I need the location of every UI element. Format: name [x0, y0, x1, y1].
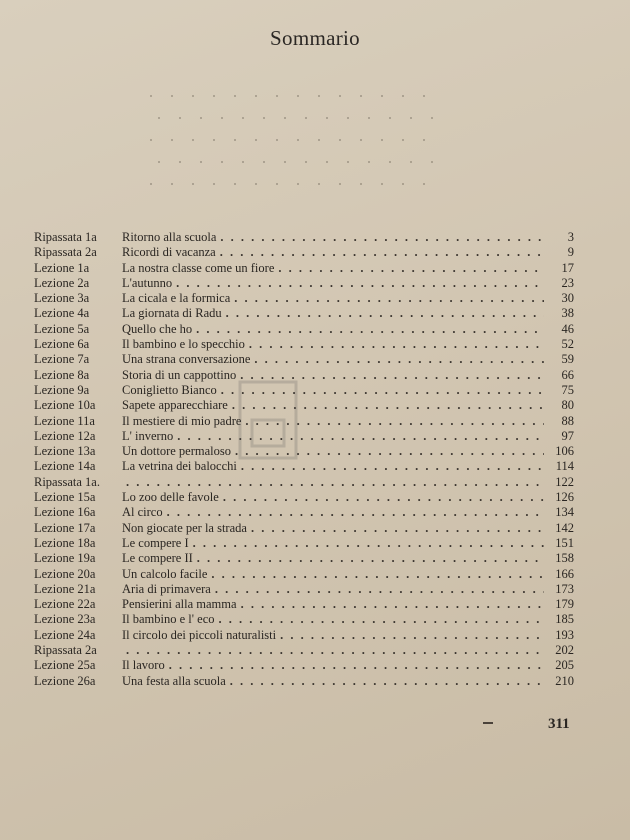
- decor-dot: [318, 95, 320, 97]
- dot-leader: [251, 521, 544, 536]
- toc-page-number: 59: [561, 352, 574, 367]
- toc-entry: [122, 306, 574, 321]
- toc-entry: [122, 536, 574, 551]
- toc-row: [34, 444, 574, 459]
- toc-lesson-label: Lezione 11a: [34, 413, 95, 428]
- decor-dot: [368, 117, 370, 119]
- toc-page-number: 88: [561, 413, 574, 428]
- decor-dot: [242, 161, 244, 163]
- page-title: Sommario: [270, 26, 360, 50]
- toc-entry: [122, 383, 574, 398]
- decor-dot: [200, 117, 202, 119]
- decor-dot: [234, 139, 236, 141]
- toc-row: [34, 306, 574, 321]
- dot-leader: [219, 612, 545, 627]
- toc-entry: [122, 674, 574, 689]
- toc-entry-title: Un dottore permaloso: [122, 444, 232, 459]
- toc-page-number: 75: [561, 382, 574, 397]
- decor-dot: [192, 139, 194, 141]
- toc-entry-title: Il mestiere di mio padre: [122, 413, 242, 428]
- toc-lesson-label: Lezione 22a: [34, 597, 96, 612]
- toc-entry: [122, 245, 574, 260]
- toc-entry-title: Ricordi di vacanza: [122, 245, 216, 260]
- decor-dot: [284, 161, 286, 163]
- toc-page-number: 38: [561, 306, 574, 321]
- toc-entry-title: Una strana conversazione: [122, 352, 251, 367]
- toc-entry: [122, 521, 574, 536]
- decor-dot: [234, 95, 236, 97]
- dot-leader: [220, 245, 544, 260]
- toc-row: [34, 414, 574, 429]
- toc-row: [34, 429, 574, 444]
- toc-lesson-label: Lezione 23a: [34, 612, 96, 627]
- decor-dot: [431, 161, 433, 163]
- toc-entry-title: Un calcolo facile: [122, 566, 208, 581]
- toc-page-number: 151: [555, 535, 574, 550]
- decor-dot: [192, 183, 194, 185]
- toc-entry-title: Le compere I: [122, 535, 189, 550]
- dot-leader: [193, 536, 544, 551]
- dot-leader: [241, 459, 544, 474]
- toc-entry: [122, 551, 574, 566]
- toc-entry-title: Lo zoo delle favole: [122, 490, 219, 505]
- decor-dot: [339, 95, 341, 97]
- toc-entry-title: L' inverno: [122, 428, 174, 443]
- toc-page-number: 17: [561, 260, 574, 275]
- decor-dot: [402, 95, 404, 97]
- dot-leader: [197, 551, 544, 566]
- decor-dot: [150, 139, 152, 141]
- decor-dot: [318, 139, 320, 141]
- toc-page-number: 106: [555, 444, 574, 459]
- toc-entry: [122, 444, 574, 459]
- toc-page-number: 3: [567, 230, 574, 244]
- toc-page-number: 134: [555, 505, 574, 520]
- decor-dot: [297, 139, 299, 141]
- decor-dot: [255, 95, 257, 97]
- decor-dot: [171, 139, 173, 141]
- toc-row: [34, 536, 574, 551]
- toc-row: [34, 521, 574, 536]
- decor-dot: [423, 183, 425, 185]
- toc-row: [34, 475, 574, 490]
- decor-dot: [150, 95, 152, 97]
- toc-page-number: 114: [555, 459, 574, 474]
- toc-page-number: 126: [555, 490, 574, 505]
- dot-leader: [232, 398, 544, 413]
- dot-leader: [169, 658, 544, 673]
- toc-entry: [122, 261, 574, 276]
- toc-page-number: 158: [555, 551, 574, 566]
- toc-page-number: 9: [567, 245, 574, 260]
- toc-page-number: 173: [555, 581, 574, 596]
- toc-lesson-label: Lezione 13a: [34, 444, 96, 459]
- dot-leader: [230, 674, 544, 689]
- toc-entry: [122, 582, 574, 597]
- decor-dot: [276, 95, 278, 97]
- toc-page-number: 179: [555, 597, 574, 612]
- toc-entry-title: La vetrina dei balocchi: [122, 459, 237, 474]
- decor-dot: [360, 183, 362, 185]
- toc-page-number: 185: [555, 612, 574, 627]
- decor-dot: [423, 139, 425, 141]
- toc-entry-title: Aria di primavera: [122, 581, 211, 596]
- toc-entry-title: Non giocate per la strada: [122, 520, 247, 535]
- toc-entry: [122, 597, 574, 612]
- toc-page-number: 52: [561, 337, 574, 352]
- dot-leader: [235, 444, 544, 459]
- toc-row: [34, 261, 574, 276]
- toc-entry-title: Il bambino e l' eco: [122, 612, 215, 627]
- toc-lesson-label: Lezione 25a: [34, 658, 96, 673]
- toc-entry-title: Il lavoro: [122, 658, 165, 673]
- toc-entry: [122, 612, 574, 627]
- decor-dot: [381, 183, 383, 185]
- decor-dot: [263, 161, 265, 163]
- toc-lesson-label: Ripassata 1a: [34, 230, 97, 244]
- decor-dot: [200, 161, 202, 163]
- toc-lesson-label: Lezione 7a: [34, 352, 90, 367]
- dot-leader: [245, 414, 544, 429]
- decor-dot: [347, 161, 349, 163]
- decor-dot: [381, 95, 383, 97]
- toc-row: [34, 582, 574, 597]
- toc-entry: [122, 276, 574, 291]
- toc-row: [34, 352, 574, 367]
- toc-lesson-label: Ripassata 2a: [34, 245, 97, 260]
- toc-row: [34, 597, 574, 612]
- toc-lesson-label: Lezione 4a: [34, 306, 90, 321]
- toc-entry: [122, 490, 574, 505]
- decor-dot: [158, 117, 160, 119]
- toc-entry-title: Storia di un cappottino: [122, 367, 237, 382]
- decor-dot: [326, 117, 328, 119]
- dot-leader: [278, 261, 544, 276]
- toc-entry-title: Sapete apparecchiare: [122, 398, 228, 413]
- decor-dot: [305, 161, 307, 163]
- dot-leader: [220, 230, 544, 245]
- ink-mark: [483, 722, 493, 724]
- toc-row: [34, 612, 574, 627]
- decor-dot: [347, 117, 349, 119]
- toc-row: [34, 551, 574, 566]
- decor-dot: [339, 183, 341, 185]
- toc-lesson-label: Lezione 16a: [34, 505, 96, 520]
- dot-leader: [126, 643, 544, 658]
- decor-dot: [263, 117, 265, 119]
- toc-entry: [122, 459, 574, 474]
- toc-row: [34, 567, 574, 582]
- toc-lesson-label: Lezione 2a: [34, 275, 90, 290]
- decor-dot: [305, 117, 307, 119]
- toc-entry: [122, 352, 574, 367]
- decor-dot: [402, 139, 404, 141]
- toc-row: [34, 291, 574, 306]
- toc-row: [34, 276, 574, 291]
- decor-dot: [221, 161, 223, 163]
- decor-dot: [192, 95, 194, 97]
- decor-dot: [410, 117, 412, 119]
- toc-row: [34, 245, 574, 260]
- toc-page-number: 142: [555, 520, 574, 535]
- dot-leader: [167, 505, 544, 520]
- dot-leader: [177, 429, 544, 444]
- toc-lesson-label: Lezione 3a: [34, 291, 90, 306]
- toc-entry-title: Al circo: [122, 505, 163, 520]
- toc-row: [34, 505, 574, 520]
- decor-dot: [213, 139, 215, 141]
- toc-entry-title: La cicala e la formica: [122, 291, 231, 306]
- decor-dot: [255, 183, 257, 185]
- dot-leader: [176, 276, 544, 291]
- decor-dot: [179, 161, 181, 163]
- toc-page-number: 66: [561, 367, 574, 382]
- toc-row: [34, 674, 574, 689]
- decor-dot: [423, 95, 425, 97]
- dot-leader: [211, 567, 544, 582]
- toc-lesson-label: Lezione 12a: [34, 428, 96, 443]
- toc-lesson-label: Lezione 1a: [34, 260, 90, 275]
- toc-entry: [122, 322, 574, 337]
- decor-dot: [276, 139, 278, 141]
- toc-lesson-label: Lezione 26a: [34, 673, 96, 688]
- toc-entry: [122, 643, 574, 658]
- dot-leader: [280, 628, 544, 643]
- toc-entry: [122, 414, 574, 429]
- dot-leader: [196, 322, 544, 337]
- toc-entry: [122, 368, 574, 383]
- decor-dot: [326, 161, 328, 163]
- toc-row: [34, 490, 574, 505]
- page-number: 311: [548, 716, 570, 732]
- toc-row: [34, 628, 574, 643]
- dot-leader: [215, 582, 544, 597]
- decor-dot: [297, 95, 299, 97]
- toc-entry: [122, 230, 574, 245]
- dot-leader: [223, 490, 544, 505]
- decor-dot: [431, 117, 433, 119]
- toc-entry-title: Ritorno alla scuola: [122, 230, 217, 244]
- toc-lesson-label: Lezione 15a: [34, 490, 96, 505]
- dot-leader: [221, 383, 544, 398]
- toc-entry-title: Quello che ho: [122, 321, 193, 336]
- decor-dot: [389, 161, 391, 163]
- toc-entry: [122, 429, 574, 444]
- toc-entry: [122, 567, 574, 582]
- decor-dot: [255, 139, 257, 141]
- toc-page-number: 202: [555, 643, 574, 658]
- toc-row: [34, 398, 574, 413]
- toc-row: [34, 643, 574, 658]
- toc-page-number: 205: [555, 658, 574, 673]
- toc-row: [34, 337, 574, 352]
- toc-row: [34, 383, 574, 398]
- toc-entry-title: Il circolo dei piccoli naturalisti: [122, 627, 277, 642]
- toc-lesson-label: Lezione 17a: [34, 520, 96, 535]
- toc-row: [34, 658, 574, 673]
- toc-entry: [122, 398, 574, 413]
- toc-lesson-label: Lezione 6a: [34, 337, 90, 352]
- decor-dot: [213, 183, 215, 185]
- toc-lesson-label: Lezione 24a: [34, 627, 96, 642]
- dot-leader: [254, 352, 544, 367]
- decor-dot: [171, 95, 173, 97]
- toc-entry-title: L'autunno: [122, 275, 173, 290]
- decor-dot: [339, 139, 341, 141]
- toc-lesson-label: Lezione 20a: [34, 566, 96, 581]
- decor-dot: [360, 139, 362, 141]
- decor-dot: [234, 183, 236, 185]
- table-of-contents: [34, 230, 574, 689]
- decor-dot: [297, 183, 299, 185]
- toc-page-number: 193: [555, 627, 574, 642]
- toc-lesson-label: Lezione 10a: [34, 398, 96, 413]
- decor-dot: [360, 95, 362, 97]
- decor-dot: [381, 139, 383, 141]
- toc-entry-title: Una festa alla scuola: [122, 673, 226, 688]
- dot-leader: [241, 597, 544, 612]
- toc-page-number: 122: [555, 474, 574, 489]
- decor-dot: [410, 161, 412, 163]
- toc-entry: [122, 337, 574, 352]
- toc-row: [34, 230, 574, 245]
- toc-lesson-label: Ripassata 1a.: [34, 474, 100, 489]
- decor-dot: [389, 117, 391, 119]
- toc-page-number: 80: [561, 398, 574, 413]
- toc-entry-title: Coniglietto Bianco: [122, 382, 217, 397]
- decor-dot: [318, 183, 320, 185]
- decor-dot: [368, 161, 370, 163]
- toc-lesson-label: Lezione 8a: [34, 367, 90, 382]
- toc-entry: [122, 628, 574, 643]
- toc-lesson-label: Ripassata 2a: [34, 643, 97, 658]
- decor-dot: [179, 117, 181, 119]
- toc-entry: [122, 505, 574, 520]
- toc-lesson-label: Lezione 21a: [34, 581, 96, 596]
- decor-dot: [150, 183, 152, 185]
- toc-entry-title: La giornata di Radu: [122, 306, 222, 321]
- toc-entry-title: Le compere II: [122, 551, 193, 566]
- faded-dots-decoration: [150, 95, 450, 215]
- dot-leader: [226, 306, 544, 321]
- toc-page-number: 46: [561, 321, 574, 336]
- toc-lesson-label: Lezione 19a: [34, 551, 96, 566]
- toc-entry-title: Pensierini alla mamma: [122, 597, 237, 612]
- decor-dot: [158, 161, 160, 163]
- decor-dot: [171, 183, 173, 185]
- toc-lesson-label: Lezione 5a: [34, 321, 90, 336]
- toc-page-number: 30: [561, 291, 574, 306]
- toc-page-number: 210: [555, 673, 574, 688]
- toc-entry: [122, 291, 574, 306]
- toc-row: [34, 459, 574, 474]
- dot-leader: [249, 337, 544, 352]
- decor-dot: [276, 183, 278, 185]
- dot-leader: [234, 291, 544, 306]
- toc-page-number: 166: [555, 566, 574, 581]
- decor-dot: [242, 117, 244, 119]
- decor-dot: [402, 183, 404, 185]
- toc-entry-title: La nostra classe come un fiore: [122, 260, 275, 275]
- toc-lesson-label: Lezione 18a: [34, 535, 96, 550]
- toc-lesson-label: Lezione 14a: [34, 459, 96, 474]
- dot-leader: [240, 368, 544, 383]
- toc-entry-title: Il bambino e lo specchio: [122, 337, 245, 352]
- toc-entry: [122, 475, 574, 490]
- decor-dot: [221, 117, 223, 119]
- toc-row: [34, 322, 574, 337]
- decor-dot: [284, 117, 286, 119]
- toc-row: [34, 368, 574, 383]
- toc-page-number: 97: [561, 428, 574, 443]
- toc-entry: [122, 658, 574, 673]
- decor-dot: [213, 95, 215, 97]
- toc-lesson-label: Lezione 9a: [34, 382, 90, 397]
- dot-leader: [126, 475, 544, 490]
- toc-page-number: 23: [561, 275, 574, 290]
